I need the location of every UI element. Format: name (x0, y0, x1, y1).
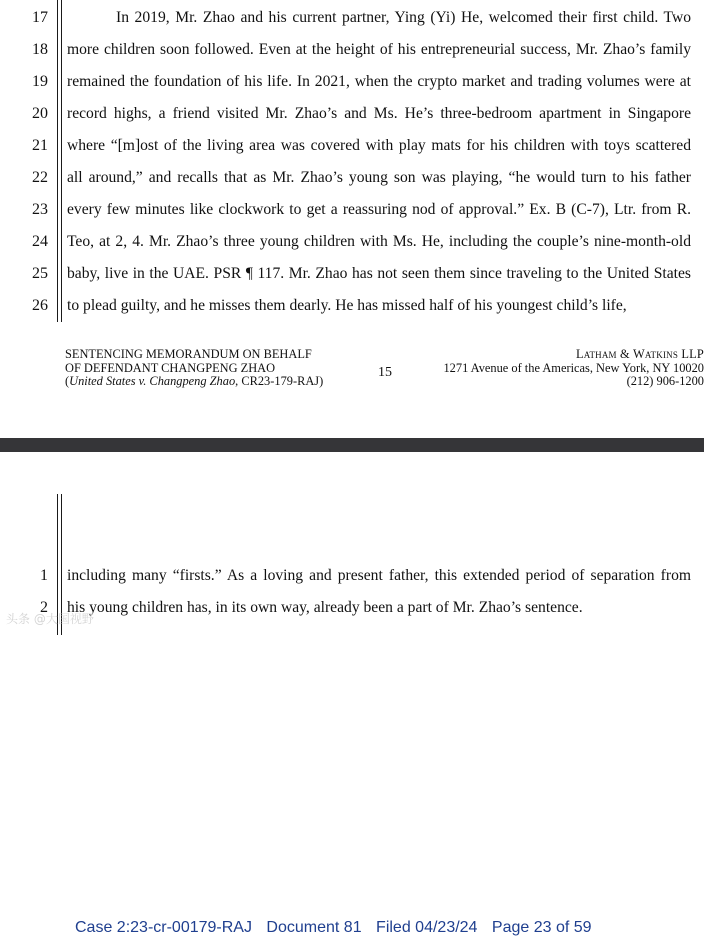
ecf-case-header (75, 919, 602, 937)
footer-firm-name: Latham & Watkins LLP (575, 347, 704, 361)
footer-document-title (65, 348, 385, 389)
document-number: Document 81 (266, 919, 362, 936)
footer-firm-block (400, 348, 704, 389)
body-text-line: record highs, a friend visited Mr. Zhao’s and Ms. He’s three-bedroom apartment in Singapore (67, 105, 691, 122)
body-text-line: baby, live in the UAE. PSR ¶ 117. Mr. Zhao has not seen them since traveling to the United States (67, 265, 691, 282)
body-text-line: Teo, at 2, 4. Mr. Zhao’s three young children with Ms. He, including the couple’s nine-month-old (67, 233, 691, 250)
line-number: 21 (32, 137, 48, 154)
line-number: 1 (40, 567, 48, 584)
body-text-line: all around,” and recalls that as Mr. Zhao’s young son was playing, “he would turn to his father (67, 169, 691, 186)
line-number: 24 (32, 233, 48, 250)
footer-firm-address: 1271 Avenue of the Americas, New York, NY 10020 (443, 360, 704, 375)
page-count: Page 23 of 59 (491, 919, 592, 936)
left-margin-rule-inner (61, 0, 62, 322)
page-separator (0, 438, 704, 452)
line-number: 19 (32, 73, 48, 90)
footer-page-number: 15 (378, 365, 392, 380)
body-text-line: to plead guilty, and he misses them dearly. He has missed half of his youngest child’s life, (67, 297, 627, 314)
line-number: 25 (32, 265, 48, 282)
line-number: 22 (32, 169, 48, 186)
line-number: 23 (32, 201, 48, 218)
footer-title-line2: OF DEFENDANT CHANGPENG ZHAO (65, 360, 276, 375)
body-text-line: remained the foundation of his life. In 2021, when the crypto market and trading volumes were at (67, 73, 691, 90)
body-text-line: every few minutes like clockwork to get a reassuring nod of approval.” Ex. B (C-7), Ltr. from R. (67, 201, 691, 218)
footer-title-line1: SENTENCING MEMORANDUM ON BEHALF (65, 347, 312, 361)
footer-case-citation: (United States v. Changpeng Zhao, CR23-179-RAJ) (65, 374, 324, 388)
filed-date: Filed 04/23/24 (376, 919, 478, 936)
body-text-line: where “[m]ost of the living area was covered with play mats for his children with toys scattered (67, 137, 691, 154)
footer-firm-phone: (212) 906-1200 (626, 374, 704, 388)
line-number: 26 (32, 297, 48, 314)
body-text-line: more children soon followed. Even at the height of his entrepreneurial success, Mr. Zhao’s family (67, 41, 691, 58)
body-text-line: his young children has, in its own way, already been a part of Mr. Zhao’s sentence. (67, 599, 583, 616)
watermark-logo: 头条 @大国视野 (6, 612, 94, 626)
line-number: 20 (32, 105, 48, 122)
footer-case-number: , CR23-179-RAJ) (235, 374, 324, 388)
body-text-line: In 2019, Mr. Zhao and his current partner, Ying (Yi) He, welcomed their first child. Two (116, 9, 691, 26)
case-number: Case 2:23-cr-00179-RAJ (75, 919, 252, 936)
top-document-page (0, 0, 704, 438)
line-number: 17 (32, 9, 48, 26)
bottom-document-page (0, 452, 704, 936)
line-number: 18 (32, 41, 48, 58)
footer-case-name: United States v. Changpeng Zhao (69, 374, 236, 388)
line-number: 2 (40, 599, 48, 616)
body-text-line: including many “firsts.” As a loving and present father, this extended period of separation from (67, 567, 691, 584)
left-margin-rule-outer (57, 0, 58, 322)
